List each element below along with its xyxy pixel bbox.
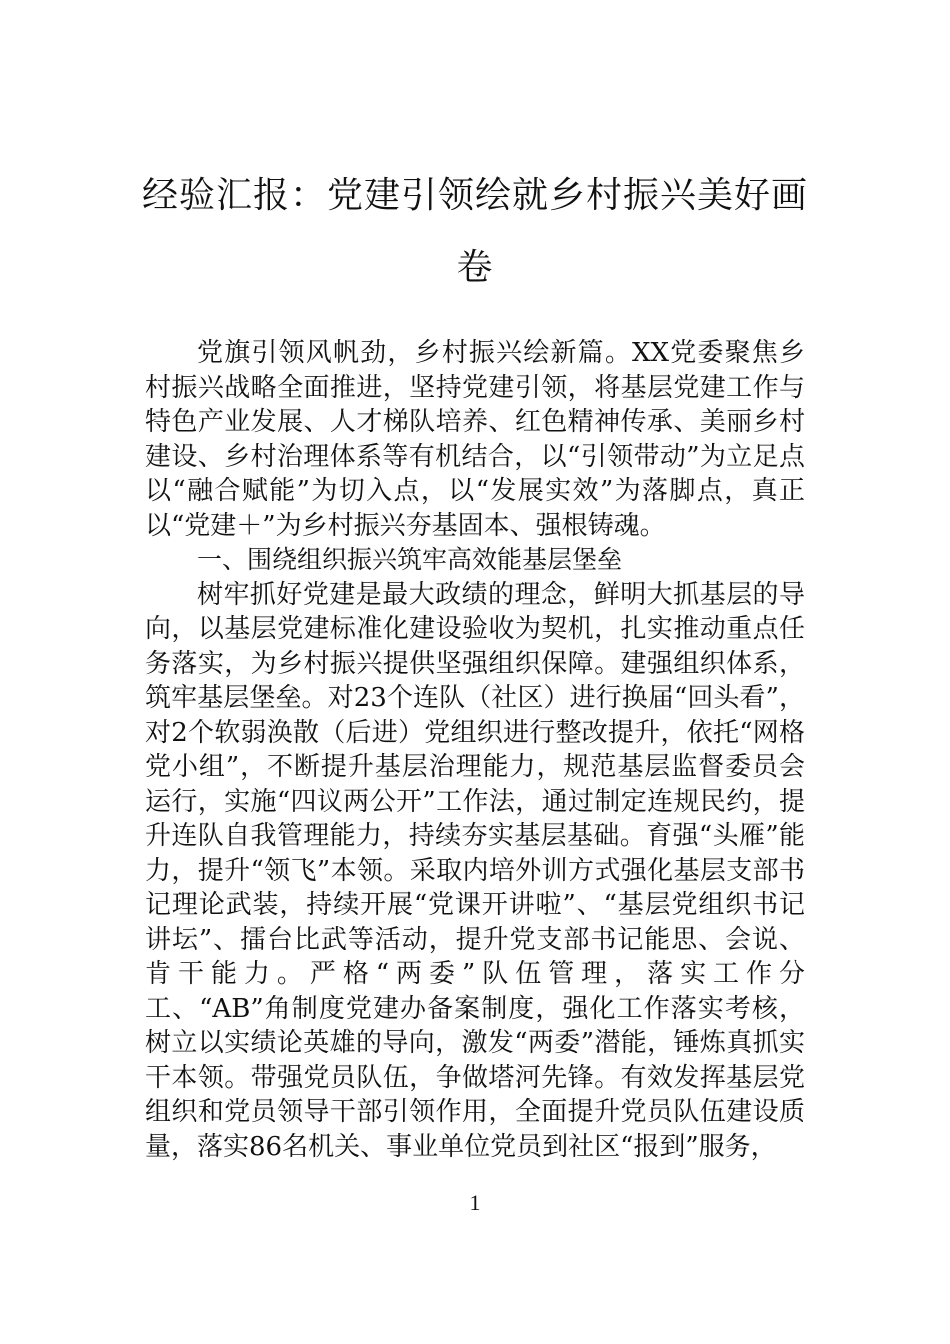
intro-paragraph: 党旗引领风帆劲，乡村振兴绘新篇。XX党委聚焦乡村振兴战略全面推进，坚持党建引领，将基层党建工作与特色产业发展、人才梯队培养、红色精神传承、美丽乡村建设、乡村治理体系等有机结合，以“引领带动”为立足点以“融合赋能”为切入点，以“发展实效”为落脚点，真正以“党建＋”为乡村振兴夯基固本、强根铸魂。 [145,338,805,541]
page-number: 1 [469,1190,481,1215]
document-body [145,336,805,1164]
document-title: 经验汇报：党建引领绘就乡村振兴美好画卷 [141,175,808,288]
section-paragraph: 树牢抓好党建是最大政绩的理念，鲜明大抓基层的导向，以基层党建标准化建设验收为契机，扎实推动重点任务落实，为乡村振兴提供坚强组织保障。建强组织体系，筑牢基层堡垒。对23个连队（社区）进行换届“回头看”，对2个软弱涣散（后进）党组织进行整改提升，依托“网格党小组”，不断提升基层治理能力，规范基层监督委员会运行，实施“四议两公开”工作法，通过制定连规民约，提升连队自我管理能力，持续夯实基层基础。育强“头雁”能力，提升“领飞”本领。采取内培外训方式强化基层支部书记理论武装，持续开展“党课开讲啦”、“基层党组织书记讲坛”、擂台比武等活动，提升党支部书记能思、会说、肯干能力。严格“两委”队伍管理，落实工作分工、“AB”角制度党建办备案制度，强化工作落实考核，树立以实绩论英雄的导向，激发“两委”潜能，锤炼真抓实干本领。带强党员队伍，争做塔河先锋。有效发挥基层党组织和党员领导干部引领作用，全面提升党员队伍建设质量，落实86名机关、事业单位党员到社区“报到”服务， [145,579,805,1162]
section-heading: 一、围绕组织振兴筑牢高效能基层堡垒 [197,545,623,574]
